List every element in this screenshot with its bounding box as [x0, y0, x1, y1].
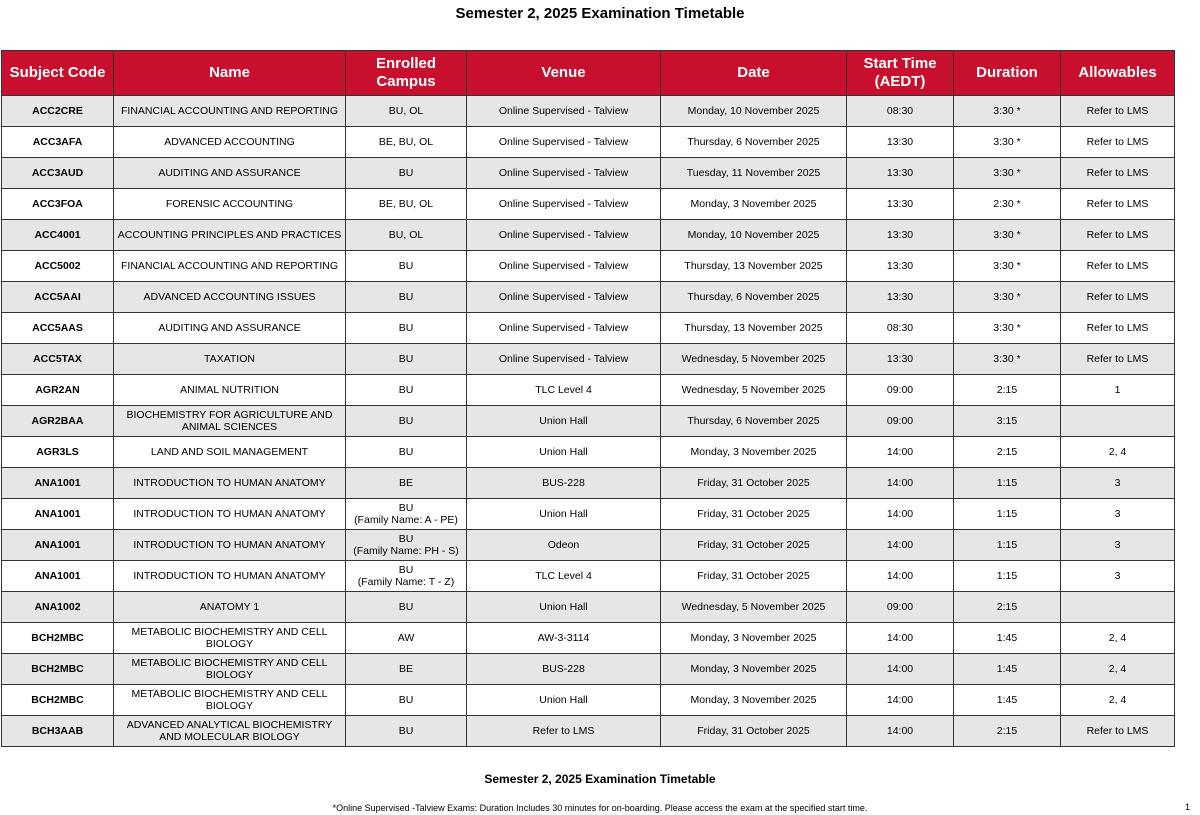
table-row	[2, 468, 1175, 499]
cell-name: ANIMAL NUTRITION	[114, 375, 346, 406]
campus-value: BE, BU, OL	[378, 197, 434, 210]
cell-subject-code: ACC3AFA	[2, 127, 114, 158]
cell-venue: Union Hall	[467, 437, 661, 468]
cell-subject-code: ACC2CRE	[2, 96, 114, 127]
cell-duration: 1:15	[954, 468, 1061, 499]
table-row	[2, 592, 1175, 623]
cell-venue: Online Supervised - Talview	[467, 127, 661, 158]
table-row	[2, 406, 1175, 437]
cell-start-time: 09:00	[847, 375, 954, 406]
cell-date: Thursday, 6 November 2025	[661, 282, 847, 313]
campus-value: BU, OL	[388, 228, 424, 241]
cell-date: Monday, 10 November 2025	[661, 220, 847, 251]
cell-venue: Union Hall	[467, 685, 661, 716]
cell-enrolled-campus	[346, 96, 467, 127]
cell-allowables: 2, 4	[1061, 623, 1175, 654]
campus-family-name-note: (Family Name: T - Z)	[357, 576, 455, 588]
cell-duration: 1:15	[954, 530, 1061, 561]
cell-subject-code: AGR2AN	[2, 375, 114, 406]
exam-timetable	[1, 50, 1175, 747]
header-venue: Venue	[467, 51, 661, 96]
cell-enrolled-campus	[346, 251, 467, 282]
cell-allowables: Refer to LMS	[1061, 344, 1175, 375]
cell-date: Thursday, 13 November 2025	[661, 251, 847, 282]
cell-name: ADVANCED ANALYTICAL BIOCHEMISTRY AND MOLECULAR BIOLOGY	[114, 716, 346, 747]
cell-start-time: 13:30	[847, 189, 954, 220]
cell-duration: 1:45	[954, 685, 1061, 716]
header-duration: Duration	[954, 51, 1061, 96]
cell-subject-code: AGR2BAA	[2, 406, 114, 437]
cell-allowables: Refer to LMS	[1061, 313, 1175, 344]
cell-venue: Union Hall	[467, 499, 661, 530]
cell-date: Monday, 3 November 2025	[661, 437, 847, 468]
table-row	[2, 499, 1175, 530]
cell-venue: Online Supervised - Talview	[467, 158, 661, 189]
cell-duration: 3:30 *	[954, 220, 1061, 251]
cell-subject-code: ACC3AUD	[2, 158, 114, 189]
cell-date: Friday, 31 October 2025	[661, 530, 847, 561]
cell-venue: Union Hall	[467, 592, 661, 623]
cell-allowables: Refer to LMS	[1061, 251, 1175, 282]
cell-name: INTRODUCTION TO HUMAN ANATOMY	[114, 468, 346, 499]
cell-name: FINANCIAL ACCOUNTING AND REPORTING	[114, 251, 346, 282]
cell-allowables: Refer to LMS	[1061, 127, 1175, 158]
cell-subject-code: ACC5AAS	[2, 313, 114, 344]
cell-date: Wednesday, 5 November 2025	[661, 375, 847, 406]
cell-duration: 3:30 *	[954, 251, 1061, 282]
table-row	[2, 716, 1175, 747]
cell-subject-code: ACC4001	[2, 220, 114, 251]
cell-date: Wednesday, 5 November 2025	[661, 592, 847, 623]
cell-duration: 2:15	[954, 437, 1061, 468]
cell-venue: BUS-228	[467, 654, 661, 685]
campus-value: BU	[398, 445, 414, 458]
cell-enrolled-campus	[346, 344, 467, 375]
cell-enrolled-campus	[346, 468, 467, 499]
cell-enrolled-campus	[346, 716, 467, 747]
cell-venue: BUS-228	[467, 468, 661, 499]
cell-allowables	[1061, 406, 1175, 437]
header-name: Name	[114, 51, 346, 96]
cell-subject-code: AGR3LS	[2, 437, 114, 468]
cell-date: Thursday, 6 November 2025	[661, 406, 847, 437]
campus-value: BU, OL	[388, 104, 424, 117]
cell-start-time: 13:30	[847, 158, 954, 189]
cell-date: Wednesday, 5 November 2025	[661, 344, 847, 375]
cell-duration: 1:15	[954, 499, 1061, 530]
cell-enrolled-campus	[346, 499, 467, 530]
cell-venue: Odeon	[467, 530, 661, 561]
cell-date: Friday, 31 October 2025	[661, 561, 847, 592]
cell-venue: Online Supervised - Talview	[467, 344, 661, 375]
campus-value: BU	[398, 166, 414, 179]
cell-allowables: 3	[1061, 468, 1175, 499]
cell-allowables: 3	[1061, 499, 1175, 530]
campus-value: BU	[398, 259, 414, 272]
cell-allowables: Refer to LMS	[1061, 716, 1175, 747]
cell-name: METABOLIC BIOCHEMISTRY AND CELL BIOLOGY	[114, 685, 346, 716]
cell-date: Monday, 3 November 2025	[661, 623, 847, 654]
cell-name: ADVANCED ACCOUNTING ISSUES	[114, 282, 346, 313]
cell-subject-code: ANA1001	[2, 468, 114, 499]
cell-duration: 2:15	[954, 716, 1061, 747]
cell-date: Thursday, 13 November 2025	[661, 313, 847, 344]
cell-venue: TLC Level 4	[467, 561, 661, 592]
cell-start-time: 13:30	[847, 127, 954, 158]
cell-enrolled-campus	[346, 282, 467, 313]
cell-start-time: 14:00	[847, 468, 954, 499]
cell-venue: AW-3-3114	[467, 623, 661, 654]
cell-name: METABOLIC BIOCHEMISTRY AND CELL BIOLOGY	[114, 623, 346, 654]
cell-duration: 3:30 *	[954, 127, 1061, 158]
cell-venue: Online Supervised - Talview	[467, 282, 661, 313]
table-row	[2, 96, 1175, 127]
table-row	[2, 251, 1175, 282]
table-row	[2, 127, 1175, 158]
cell-enrolled-campus	[346, 654, 467, 685]
table-row	[2, 685, 1175, 716]
table-row	[2, 437, 1175, 468]
cell-name: METABOLIC BIOCHEMISTRY AND CELL BIOLOGY	[114, 654, 346, 685]
header-start-time: Start Time (AEDT)	[847, 51, 954, 96]
table-row	[2, 561, 1175, 592]
cell-start-time: 14:00	[847, 530, 954, 561]
cell-enrolled-campus	[346, 127, 467, 158]
cell-allowables: Refer to LMS	[1061, 96, 1175, 127]
campus-value: BU	[398, 321, 414, 334]
campus-family-name-note: (Family Name: A - PE)	[354, 514, 458, 526]
cell-start-time: 09:00	[847, 406, 954, 437]
cell-start-time: 14:00	[847, 623, 954, 654]
table-row	[2, 282, 1175, 313]
table-row	[2, 313, 1175, 344]
cell-venue: TLC Level 4	[467, 375, 661, 406]
cell-subject-code: BCH2MBC	[2, 623, 114, 654]
cell-date: Monday, 3 November 2025	[661, 189, 847, 220]
table-row	[2, 375, 1175, 406]
campus-value: BU	[398, 532, 414, 545]
cell-date: Friday, 31 October 2025	[661, 468, 847, 499]
cell-enrolled-campus	[346, 623, 467, 654]
header-row	[2, 51, 1175, 96]
cell-name: FINANCIAL ACCOUNTING AND REPORTING	[114, 96, 346, 127]
cell-start-time: 14:00	[847, 561, 954, 592]
cell-subject-code: ACC5AAI	[2, 282, 114, 313]
cell-duration: 2:15	[954, 592, 1061, 623]
cell-duration: 3:15	[954, 406, 1061, 437]
cell-enrolled-campus	[346, 530, 467, 561]
campus-value: BE	[398, 662, 413, 675]
cell-name: INTRODUCTION TO HUMAN ANATOMY	[114, 561, 346, 592]
cell-venue: Online Supervised - Talview	[467, 220, 661, 251]
campus-value: BU	[398, 563, 414, 576]
campus-value: AW	[397, 631, 415, 644]
cell-start-time: 13:30	[847, 282, 954, 313]
cell-allowables: Refer to LMS	[1061, 189, 1175, 220]
campus-value: BU	[398, 352, 414, 365]
cell-duration: 2:15	[954, 375, 1061, 406]
campus-family-name-note: (Family Name: PH - S)	[353, 545, 459, 557]
page-number: 1	[1184, 802, 1190, 812]
cell-enrolled-campus	[346, 561, 467, 592]
table-row	[2, 654, 1175, 685]
campus-value: BE, BU, OL	[378, 135, 434, 148]
campus-value: BU	[398, 724, 414, 737]
cell-allowables	[1061, 592, 1175, 623]
cell-name: INTRODUCTION TO HUMAN ANATOMY	[114, 530, 346, 561]
cell-enrolled-campus	[346, 220, 467, 251]
header-allowables: Allowables	[1061, 51, 1175, 96]
cell-allowables: Refer to LMS	[1061, 282, 1175, 313]
cell-name: INTRODUCTION TO HUMAN ANATOMY	[114, 499, 346, 530]
cell-name: ACCOUNTING PRINCIPLES AND PRACTICES	[114, 220, 346, 251]
cell-date: Monday, 3 November 2025	[661, 654, 847, 685]
cell-enrolled-campus	[346, 158, 467, 189]
cell-enrolled-campus	[346, 685, 467, 716]
cell-subject-code: ANA1001	[2, 530, 114, 561]
cell-name: BIOCHEMISTRY FOR AGRICULTURE AND ANIMAL SCIENCES	[114, 406, 346, 437]
cell-enrolled-campus	[346, 313, 467, 344]
cell-allowables: 3	[1061, 561, 1175, 592]
table-row	[2, 189, 1175, 220]
cell-start-time: 08:30	[847, 96, 954, 127]
cell-subject-code: ANA1002	[2, 592, 114, 623]
cell-date: Thursday, 6 November 2025	[661, 127, 847, 158]
cell-allowables: 3	[1061, 530, 1175, 561]
cell-subject-code: BCH2MBC	[2, 685, 114, 716]
cell-subject-code: BCH2MBC	[2, 654, 114, 685]
cell-allowables: Refer to LMS	[1061, 158, 1175, 189]
cell-date: Monday, 10 November 2025	[661, 96, 847, 127]
header-date: Date	[661, 51, 847, 96]
cell-duration: 1:45	[954, 654, 1061, 685]
cell-date: Friday, 31 October 2025	[661, 499, 847, 530]
cell-venue: Union Hall	[467, 406, 661, 437]
header-subject-code: Subject Code	[2, 51, 114, 96]
cell-subject-code: ANA1001	[2, 561, 114, 592]
cell-name: LAND AND SOIL MANAGEMENT	[114, 437, 346, 468]
cell-subject-code: ANA1001	[2, 499, 114, 530]
cell-subject-code: ACC5TAX	[2, 344, 114, 375]
cell-name: AUDITING AND ASSURANCE	[114, 313, 346, 344]
cell-name: ADVANCED ACCOUNTING	[114, 127, 346, 158]
footer-title: Semester 2, 2025 Examination Timetable	[484, 772, 716, 786]
cell-name: AUDITING AND ASSURANCE	[114, 158, 346, 189]
cell-name: FORENSIC ACCOUNTING	[114, 189, 346, 220]
cell-start-time: 09:00	[847, 592, 954, 623]
footnote: *Online Supervised -Talview Exams: Duration Includes 30 minutes for on-boarding. Please access the exam at the specified start time.	[332, 803, 868, 813]
campus-value: BU	[398, 414, 414, 427]
cell-subject-code: ACC5002	[2, 251, 114, 282]
cell-enrolled-campus	[346, 375, 467, 406]
page-title: Semester 2, 2025 Examination Timetable	[455, 5, 745, 22]
cell-duration: 3:30 *	[954, 282, 1061, 313]
cell-duration: 2:30 *	[954, 189, 1061, 220]
campus-value: BU	[398, 290, 414, 303]
cell-subject-code: BCH3AAB	[2, 716, 114, 747]
cell-duration: 1:45	[954, 623, 1061, 654]
cell-start-time: 13:30	[847, 220, 954, 251]
cell-start-time: 08:30	[847, 313, 954, 344]
cell-duration: 1:15	[954, 561, 1061, 592]
cell-venue: Online Supervised - Talview	[467, 189, 661, 220]
cell-venue: Online Supervised - Talview	[467, 251, 661, 282]
cell-start-time: 14:00	[847, 437, 954, 468]
cell-enrolled-campus	[346, 437, 467, 468]
cell-start-time: 14:00	[847, 654, 954, 685]
cell-subject-code: ACC3FOA	[2, 189, 114, 220]
campus-value: BU	[398, 693, 414, 706]
cell-allowables: 1	[1061, 375, 1175, 406]
cell-allowables: 2, 4	[1061, 685, 1175, 716]
cell-start-time: 14:00	[847, 716, 954, 747]
cell-start-time: 14:00	[847, 499, 954, 530]
table-row	[2, 530, 1175, 561]
cell-venue: Refer to LMS	[467, 716, 661, 747]
header-enrolled-campus: Enrolled Campus	[346, 51, 467, 96]
cell-start-time: 14:00	[847, 685, 954, 716]
cell-venue: Online Supervised - Talview	[467, 313, 661, 344]
cell-allowables: Refer to LMS	[1061, 220, 1175, 251]
cell-enrolled-campus	[346, 592, 467, 623]
table-row	[2, 344, 1175, 375]
campus-value: BE	[398, 476, 413, 489]
cell-duration: 3:30 *	[954, 158, 1061, 189]
campus-value: BU	[398, 501, 414, 514]
timetable-body	[2, 96, 1175, 747]
cell-name: TAXATION	[114, 344, 346, 375]
cell-name: ANATOMY 1	[114, 592, 346, 623]
cell-allowables: 2, 4	[1061, 654, 1175, 685]
cell-venue: Online Supervised - Talview	[467, 96, 661, 127]
cell-duration: 3:30 *	[954, 96, 1061, 127]
cell-start-time: 13:30	[847, 251, 954, 282]
campus-value: BU	[398, 600, 414, 613]
table-row	[2, 220, 1175, 251]
cell-date: Tuesday, 11 November 2025	[661, 158, 847, 189]
cell-duration: 3:30 *	[954, 313, 1061, 344]
cell-enrolled-campus	[346, 189, 467, 220]
campus-value: BU	[398, 383, 414, 396]
cell-allowables: 2, 4	[1061, 437, 1175, 468]
cell-date: Friday, 31 October 2025	[661, 716, 847, 747]
cell-enrolled-campus	[346, 406, 467, 437]
cell-duration: 3:30 *	[954, 344, 1061, 375]
cell-date: Monday, 3 November 2025	[661, 685, 847, 716]
table-row	[2, 158, 1175, 189]
table-row	[2, 623, 1175, 654]
cell-start-time: 13:30	[847, 344, 954, 375]
